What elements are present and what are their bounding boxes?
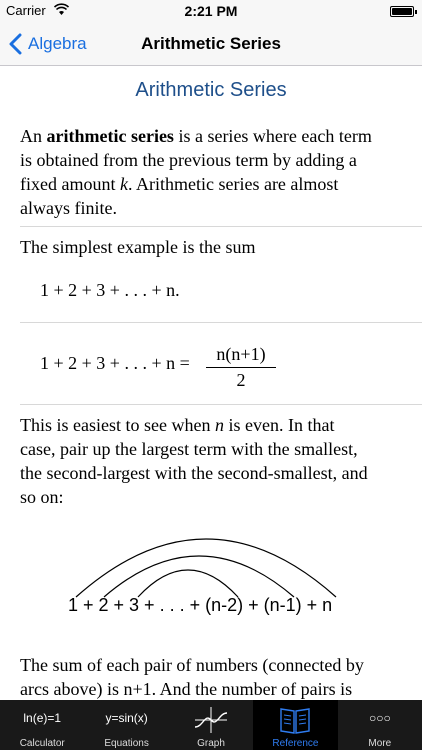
tab-label: Reference (272, 738, 319, 749)
intro-line-3: fixed amount (20, 174, 116, 194)
article-content[interactable] (0, 67, 422, 700)
formula-numerator: n(n+1) (216, 344, 266, 364)
formula-fraction (206, 344, 276, 391)
tab-equations[interactable] (84, 700, 168, 750)
fraction-bar (206, 367, 276, 368)
arc-middle (104, 556, 294, 597)
pairs-paragraph (20, 653, 404, 700)
intro-line-3b: . Arithmetic series are almost (127, 174, 339, 194)
sum-expression: 1 + 2 + 3 + . . . + n. (40, 280, 180, 300)
tab-graph[interactable] (169, 700, 253, 750)
status-time: 2:21 PM (184, 3, 238, 19)
back-button-label: Algebra (28, 34, 87, 53)
calculator-icon: ln(e)=1 (23, 711, 62, 725)
tab-label: More (368, 738, 392, 749)
pairs-line-2: arcs above) is n+1. And the number of pairs is (20, 679, 353, 699)
tab-reference[interactable] (253, 700, 337, 750)
equations-icon: y=sin(x) (105, 711, 148, 725)
intro-prefix: An (20, 126, 42, 146)
even-line-4: so on: (20, 487, 64, 507)
tab-label: Calculator (19, 738, 65, 749)
formula-denominator: 2 (236, 370, 246, 390)
battery-icon (390, 6, 414, 17)
more-icon: ○○○ (368, 711, 391, 725)
graph-icon (193, 705, 229, 735)
book-icon (278, 705, 312, 735)
chevron-left-icon (8, 33, 22, 55)
article-heading: Arithmetic Series (135, 79, 287, 101)
even-var-n: n (214, 415, 224, 435)
back-button[interactable] (8, 22, 87, 66)
even-line-3: the second-largest with the second-smallest, and (20, 463, 368, 483)
divider (20, 226, 422, 227)
intro-paragraph (20, 124, 404, 220)
carrier-label: Carrier (6, 3, 46, 18)
simplest-text: The simplest example is the sum (20, 237, 256, 257)
tab-bar (0, 700, 422, 750)
tab-more[interactable] (338, 700, 422, 750)
pairing-expression: 1 + 2 + 3 + . . . + (n-2) + (n-1) + n (68, 595, 333, 615)
even-paragraph (20, 413, 404, 509)
tab-calculator[interactable] (0, 700, 84, 750)
formula-lhs: 1 + 2 + 3 + . . . + n = (40, 353, 190, 373)
even-line-2: case, pair up the largest term with the smallest, (20, 439, 358, 459)
divider (20, 404, 422, 405)
intro-line-1: is a series where each term (178, 126, 372, 146)
status-bar (0, 0, 422, 22)
pairs-line-1: The sum of each pair of numbers (connected by (20, 655, 364, 675)
intro-line-4: always finite. (20, 198, 117, 218)
navigation-bar (0, 22, 422, 66)
arc-inner (138, 570, 238, 597)
tab-label: Graph (197, 738, 225, 749)
tab-label: Equations (104, 738, 149, 749)
even-line-1a: This is easiest to see when (20, 415, 211, 435)
even-line-1b: is even. In that (228, 415, 335, 435)
intro-term: arithmetic series (46, 126, 174, 146)
intro-var-k: k (119, 174, 128, 194)
nav-title: Arithmetic Series (141, 34, 281, 53)
divider (20, 322, 422, 323)
intro-line-2: is obtained from the previous term by adding a (20, 150, 357, 170)
